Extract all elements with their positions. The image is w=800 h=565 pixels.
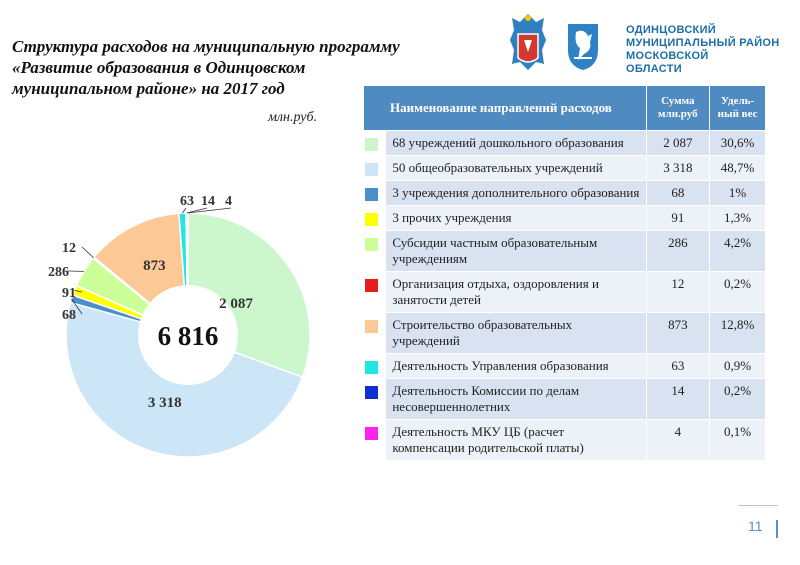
row-sum: 68 bbox=[646, 181, 710, 206]
legend-swatch bbox=[365, 427, 378, 440]
legend-swatch-cell bbox=[364, 354, 386, 379]
row-name: 68 учреждений дошкольного образования bbox=[386, 131, 646, 156]
district-name-line: МУНИЦИПАЛЬНЫЙ РАЙОН bbox=[626, 37, 780, 49]
district-name-line: ОДИНЦОВСКИЙ bbox=[626, 24, 716, 36]
row-share: 4,2% bbox=[710, 231, 766, 272]
legend-swatch bbox=[365, 163, 378, 176]
legend-swatch bbox=[365, 361, 378, 374]
table-header-row bbox=[364, 86, 766, 131]
district-name bbox=[626, 24, 780, 76]
region-emblem-icon bbox=[510, 14, 546, 70]
slice-value-label: 63 bbox=[180, 194, 194, 209]
district-name-line: ОБЛАСТИ bbox=[626, 63, 682, 75]
slice-value-label: 14 bbox=[201, 194, 215, 209]
row-share: 1% bbox=[710, 181, 766, 206]
district-name-line: МОСКОВСКОЙ bbox=[626, 50, 709, 62]
slice-value-label: 873 bbox=[143, 257, 166, 274]
table-row bbox=[364, 379, 766, 420]
legend-swatch bbox=[365, 138, 378, 151]
table-row bbox=[364, 156, 766, 181]
row-name: Организация отдыха, оздоровления и занятости детей bbox=[386, 272, 646, 313]
row-sum: 91 bbox=[646, 206, 710, 231]
expenses-table bbox=[363, 85, 766, 461]
row-sum: 286 bbox=[646, 231, 710, 272]
legend-swatch-cell bbox=[364, 272, 386, 313]
legend-swatch bbox=[365, 386, 378, 399]
title-line: «Развитие образования в Одинцовском bbox=[12, 58, 306, 77]
row-name: Деятельность Комиссии по делам несовершеннолетних bbox=[386, 379, 646, 420]
header-name: Наименование направлений расходов bbox=[364, 86, 647, 131]
legend-swatch bbox=[365, 238, 378, 251]
legend-swatch-cell bbox=[364, 206, 386, 231]
slice-value-label: 286 bbox=[48, 265, 69, 280]
row-sum: 12 bbox=[646, 272, 710, 313]
row-sum: 2 087 bbox=[646, 131, 710, 156]
units-label: млн.руб. bbox=[268, 110, 318, 125]
header-sum: Сумма млн.руб bbox=[646, 86, 710, 131]
row-sum: 873 bbox=[646, 313, 710, 354]
table-row bbox=[364, 354, 766, 379]
row-share: 1,3% bbox=[710, 206, 766, 231]
row-sum: 63 bbox=[646, 354, 710, 379]
table-row bbox=[364, 131, 766, 156]
donut-chart bbox=[0, 0, 360, 565]
legend-swatch-cell bbox=[364, 181, 386, 206]
table-body bbox=[364, 131, 766, 461]
row-share: 0,1% bbox=[710, 420, 766, 461]
row-name: Строительство образовательных учреждений bbox=[386, 313, 646, 354]
logo-area bbox=[498, 10, 798, 90]
legend-swatch bbox=[365, 188, 378, 201]
coat-of-arms-icon bbox=[498, 10, 624, 80]
row-sum: 3 318 bbox=[646, 156, 710, 181]
title-line: Структура расходов на муниципальную программу bbox=[12, 37, 400, 56]
slice-value-label: 12 bbox=[62, 241, 76, 256]
row-share: 30,6% bbox=[710, 131, 766, 156]
row-name: 3 прочих учреждения bbox=[386, 206, 646, 231]
row-share: 0,2% bbox=[710, 379, 766, 420]
slice-value-label: 2 087 bbox=[219, 296, 253, 312]
page-number-bar bbox=[776, 520, 778, 538]
legend-swatch-cell bbox=[364, 131, 386, 156]
legend-swatch bbox=[365, 320, 378, 333]
legend-swatch-cell bbox=[364, 231, 386, 272]
row-share: 0,2% bbox=[710, 272, 766, 313]
row-name: Субсидии частным образовательным учреждениям bbox=[386, 231, 646, 272]
slice-value-label: 4 bbox=[225, 194, 232, 209]
legend-swatch-cell bbox=[364, 313, 386, 354]
table-row bbox=[364, 272, 766, 313]
row-share: 48,7% bbox=[710, 156, 766, 181]
row-share: 12,8% bbox=[710, 313, 766, 354]
row-share: 0,9% bbox=[710, 354, 766, 379]
legend-swatch bbox=[365, 279, 378, 292]
table-row bbox=[364, 206, 766, 231]
legend-swatch-cell bbox=[364, 156, 386, 181]
footer-rule bbox=[738, 505, 778, 506]
legend-swatch-cell bbox=[364, 379, 386, 420]
leader-line bbox=[82, 247, 94, 258]
row-name: Деятельность Управления образования bbox=[386, 354, 646, 379]
legend-swatch-cell bbox=[364, 420, 386, 461]
row-name: 50 общеобразовательных учреждений bbox=[386, 156, 646, 181]
row-sum: 4 bbox=[646, 420, 710, 461]
district-emblem-icon bbox=[568, 24, 598, 70]
table-row bbox=[364, 313, 766, 354]
center-total-label: 6 816 bbox=[157, 321, 219, 351]
page-number: 11 bbox=[748, 518, 763, 534]
table-row bbox=[364, 231, 766, 272]
row-sum: 14 bbox=[646, 379, 710, 420]
slice-value-label: 3 318 bbox=[147, 394, 182, 411]
table-row bbox=[364, 181, 766, 206]
slice-value-label: 91 bbox=[62, 286, 76, 301]
table-row bbox=[364, 420, 766, 461]
header-share: Удель-ный вес bbox=[710, 86, 766, 131]
row-name: 3 учреждения дополнительного образования bbox=[386, 181, 646, 206]
slice-value-label: 68 bbox=[62, 308, 76, 323]
title-line: муниципальном районе» на 2017 год bbox=[12, 79, 285, 98]
legend-swatch bbox=[365, 213, 378, 226]
row-name: Деятельность МКУ ЦБ (расчет компенсации родительской платы) bbox=[386, 420, 646, 461]
